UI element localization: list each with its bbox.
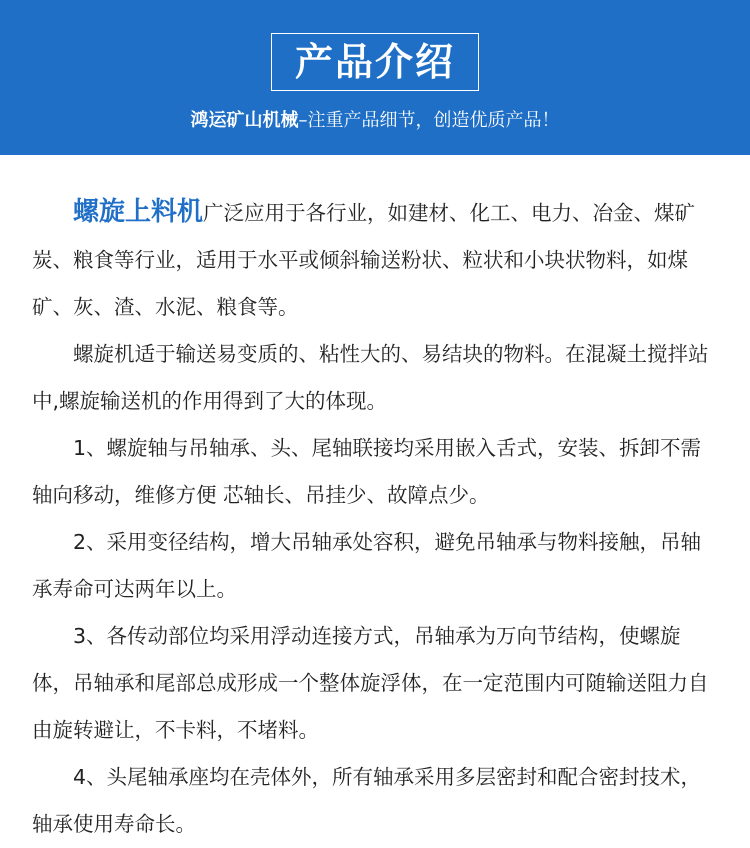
intro-paragraph [32,189,718,331]
description-paragraph: 螺旋机适于输送易变质的、粘性大的、易结块的物料。在混凝土搅拌站中,螺旋输送机的作用得到了大的体现。 [32,342,709,413]
tagline [0,106,750,132]
feature-item-1: 1、螺旋轴与吊轴承、头、尾轴联接均采用嵌入舌式，安装、拆卸不需轴向移动，维修方便 芯轴长、吊挂少、故障点少。 [32,436,702,507]
feature-item-2: 2、采用变径结构，增大吊轴承处容积，避免吊轴承与物料接触，吊轴承寿命可达两年以上。 [32,530,702,601]
tagline-slogan: –注重产品细节，创造优质产品！ [298,110,560,131]
intro-text: 广泛应用于各行业，如建材、化工、电力、冶金、煤矿炭、粮食等行业，适用于水平或倾斜输送粉状、粒状和小块状物料，如煤矿、灰、渣、水泥、粮食等。 [32,201,696,319]
feature-item-4: 4、头尾轴承座均在壳体外，所有轴承采用多层密封和配合密封技术，轴承使用寿命长。 [32,765,702,836]
tagline-company: 鸿运矿山机械 [190,110,299,131]
page-title: 产品介绍 [294,40,455,84]
product-description [0,155,750,848]
header-banner [0,0,750,155]
feature-item-3: 3、各传动部位均采用浮动连接方式，吊轴承为万向节结构，使螺旋体，吊轴承和尾部总成形成一个整体旋浮体，在一定范围内可随输送阻力自由旋转避让，不卡料，不堵料。 [32,624,709,742]
product-name: 螺旋上料机 [73,197,204,227]
